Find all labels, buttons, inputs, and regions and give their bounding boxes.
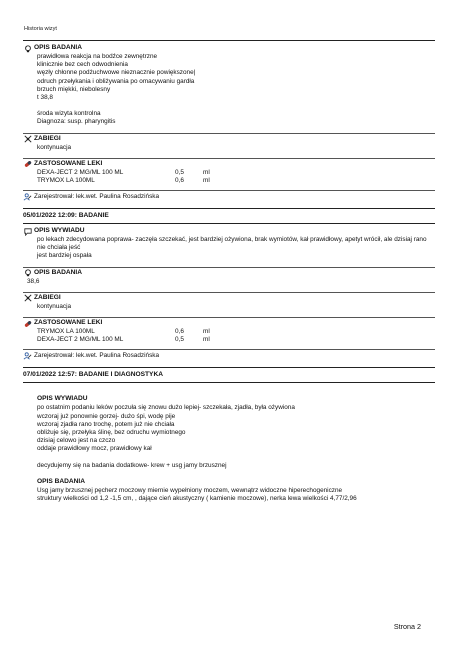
tools-icon (23, 135, 32, 143)
section-title: OPIS BADANIA (23, 269, 435, 278)
section-opis-badania (23, 44, 435, 127)
section-divider (23, 292, 435, 293)
section-body: kontynuacja (37, 302, 72, 310)
section-title: ZASTOSOWANE LEKI (23, 160, 435, 169)
tools-icon (23, 294, 32, 302)
section-body: po lekach zdecydowana poprawa- zaczęła szczekać, jest bardziej ożywiona, brak wymiotów, kał prawidłowy, apetyt wrócił, ale dzisiaj rano nie chciała jeść jest bardziej ospała (37, 236, 427, 260)
section-divider (23, 382, 435, 383)
section-body: 38,6 (27, 277, 40, 285)
user-icon (23, 193, 33, 201)
section-divider (23, 317, 435, 318)
pill-icon (23, 160, 32, 168)
section-body: prawidłowa reakcja na bodźce zewnętrzne klinicznie bez cech odwodnienia węzły chłonne podżuchwowe nieznacznie powiększone| odruch przełykania i obliżywania po omacywaniu gardła brzuch miękki, niebolesny t 38,8 środa wizyta kontrolna Diagnoza: susp. pharyngitis (37, 53, 196, 126)
section-divider (23, 208, 435, 209)
section-divider (23, 267, 435, 268)
section-title: ZASTOSOWANE LEKI (23, 319, 435, 328)
section-body: Usg jamy brzusznej pęcherz moczowy miernie wypełniony moczem, wewnątrz widoczne hiperechogeniczne struktury wielkości od 1,2 -1,5 cm, , dające cień akustyczny ( kamienie moczowe), nerka lewa wielkości 4,77/2,96 (37, 486, 357, 502)
page-number: Strona 2 (393, 622, 421, 631)
user-icon (23, 352, 33, 360)
table-row: DEXA-JECT 2 MG/ML 100 ML 0,5 ml (37, 336, 210, 344)
section-opis-badania (23, 269, 435, 286)
section-leki (23, 160, 435, 185)
section-body: po ostatnim podaniu leków poczuła się znowu dużo lepiej- szczekała, zjadła, była ożywiona wczoraj już ponownie gorzej- dużo śpi, wodę pije wczoraj zjadła rano trochę, potem już nie chciała obliżuje się, przełyka ślinę, bez odruchu wymiotnego dzisiaj celowo jest na czczo oddaje prawidłowy mocz, prawidłowy kał decydujemy się na badania dodatkowe- krew + usg jamy brzusznej (37, 404, 295, 469)
visit-header: 05/01/2022 12:09: BADANIE (23, 211, 109, 219)
table-row: TRYMOX LA 100ML 0,6 ml (37, 328, 210, 336)
section-divider (23, 349, 435, 350)
chat-icon (23, 228, 32, 236)
table-row: DEXA-JECT 2 MG/ML 100 ML 0,5 ml (37, 168, 210, 176)
section-title: OPIS BADANIA (23, 44, 435, 53)
section-title: ZABIEGI (23, 294, 435, 303)
visit-header: 07/01/2022 12:57: BADANIE I DIAGNOSTYKA (23, 371, 163, 379)
section-title: OPIS BADANIA (37, 477, 85, 485)
section-divider (23, 367, 435, 368)
med-table (23, 169, 435, 185)
section-title: OPIS WYWIADU (23, 227, 435, 236)
section-opis-wywiadu (23, 393, 435, 469)
section-divider (23, 158, 435, 159)
med-table (23, 328, 435, 344)
section-divider (23, 40, 435, 41)
section-opis-badania (23, 476, 435, 503)
section-zabiegi (23, 135, 435, 152)
pill-icon (23, 320, 32, 328)
section-opis-wywiadu (23, 227, 435, 261)
page-header: Historia wizyt (24, 26, 57, 32)
section-divider (23, 190, 435, 191)
registered-by: Zarejestrował: lek.wet. Paulina Rosadzińska (23, 351, 435, 361)
section-body: kontynuacja (37, 143, 72, 151)
section-leki (23, 319, 435, 344)
visit-history (23, 40, 435, 503)
lightbulb-icon (23, 269, 32, 277)
table-row: TRYMOX LA 100ML 0,6 ml (37, 176, 210, 184)
section-zabiegi (23, 294, 435, 311)
section-divider (23, 223, 435, 224)
registered-by: Zarejestrował: lek.wet. Paulina Rosadzińska (23, 192, 435, 202)
section-divider (23, 133, 435, 134)
section-title: ZABIEGI (23, 135, 435, 144)
section-title: OPIS WYWIADU (37, 395, 88, 403)
lightbulb-icon (23, 45, 32, 53)
